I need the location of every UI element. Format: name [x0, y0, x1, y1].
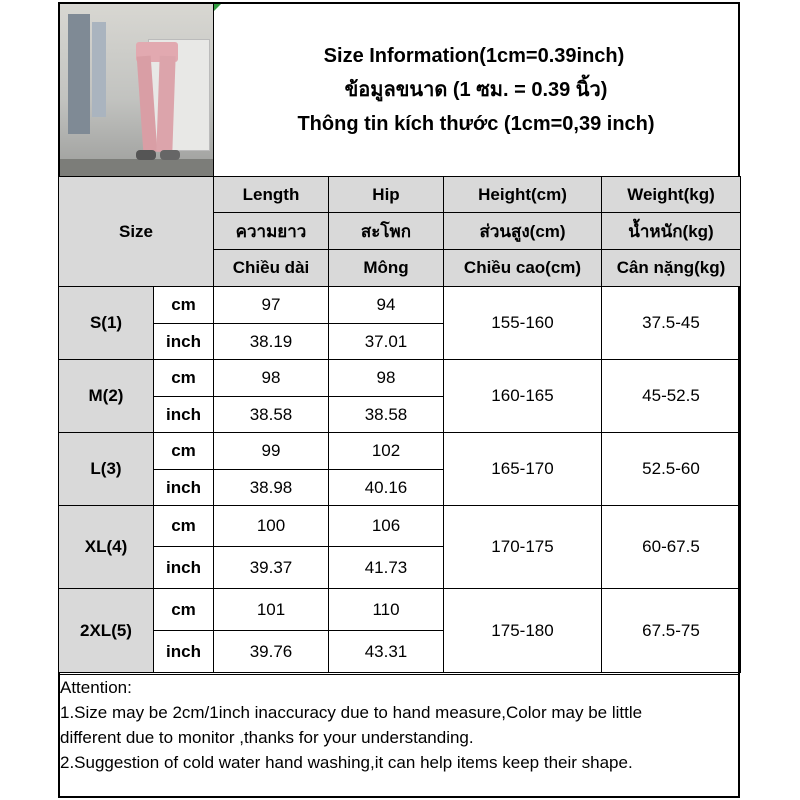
col-hip-th: สะโพก	[329, 213, 444, 250]
height-range: 170-175	[444, 506, 602, 589]
length-inch: 39.76	[214, 631, 329, 673]
hip-inch: 38.58	[329, 397, 444, 433]
size-info-heading	[214, 4, 738, 176]
table-row	[59, 589, 741, 631]
col-weight-vi: Cân nặng(kg)	[602, 250, 741, 287]
unit-cm: cm	[154, 287, 214, 324]
weight-range: 60-67.5	[602, 506, 741, 589]
product-photo	[60, 4, 214, 176]
col-hip-en: Hip	[329, 177, 444, 213]
hip-cm: 106	[329, 506, 444, 547]
col-length-vi: Chiều dài	[214, 250, 329, 287]
note-line: 2.Suggestion of cold water hand washing,it can help items keep their shape.	[60, 753, 633, 772]
size-label: 2XL(5)	[59, 589, 154, 673]
size-label: M(2)	[59, 360, 154, 433]
weight-range: 67.5-75	[602, 589, 741, 673]
hip-inch: 41.73	[329, 547, 444, 589]
size-table	[58, 176, 741, 673]
length-cm: 98	[214, 360, 329, 397]
length-inch: 38.98	[214, 470, 329, 506]
unit-cm: cm	[154, 506, 214, 547]
col-height-en: Height(cm)	[444, 177, 602, 213]
weight-range: 52.5-60	[602, 433, 741, 506]
height-range: 175-180	[444, 589, 602, 673]
size-label: L(3)	[59, 433, 154, 506]
col-height-vi: Chiều cao(cm)	[444, 250, 602, 287]
unit-cm: cm	[154, 360, 214, 397]
length-inch: 38.58	[214, 397, 329, 433]
attention-notes	[60, 675, 736, 775]
hip-inch: 40.16	[329, 470, 444, 506]
length-cm: 97	[214, 287, 329, 324]
unit-inch: inch	[154, 631, 214, 673]
unit-inch: inch	[154, 547, 214, 589]
weight-range: 45-52.5	[602, 360, 741, 433]
notes-heading: Attention:	[60, 678, 132, 697]
length-cm: 100	[214, 506, 329, 547]
heading-english: Size Information(1cm=0.39inch)	[323, 45, 625, 67]
length-cm: 99	[214, 433, 329, 470]
note-line: different due to monitor ,thanks for your understanding.	[60, 728, 474, 747]
hip-inch: 43.31	[329, 631, 444, 673]
size-label: XL(4)	[59, 506, 154, 589]
table-row	[59, 360, 741, 397]
col-length-en: Length	[214, 177, 329, 213]
unit-cm: cm	[154, 589, 214, 631]
length-inch: 38.19	[214, 324, 329, 360]
note-line: 1.Size may be 2cm/1inch inaccuracy due to hand measure,Color may be little	[60, 703, 643, 722]
weight-range: 37.5-45	[602, 287, 741, 360]
col-length-th: ความยาว	[214, 213, 329, 250]
length-inch: 39.37	[214, 547, 329, 589]
table-row	[59, 433, 741, 470]
unit-inch: inch	[154, 470, 214, 506]
hip-cm: 110	[329, 589, 444, 631]
unit-inch: inch	[154, 397, 214, 433]
hip-inch: 37.01	[329, 324, 444, 360]
height-range: 165-170	[444, 433, 602, 506]
unit-inch: inch	[154, 324, 214, 360]
col-hip-vi: Mông	[329, 250, 444, 287]
col-height-th: ส่วนสูง(cm)	[444, 213, 602, 250]
length-cm: 101	[214, 589, 329, 631]
heading-vietnamese: Thông tin kích thước (1cm=0,39 inch)	[297, 113, 655, 135]
table-row	[59, 287, 741, 324]
table-row	[59, 506, 741, 547]
heading-thai: ข้อมูลขนาด (1 ซม. = 0.39 นิ้ว)	[344, 79, 608, 101]
size-label: S(1)	[59, 287, 154, 360]
col-weight-en: Weight(kg)	[602, 177, 741, 213]
hip-cm: 94	[329, 287, 444, 324]
size-header: Size	[59, 177, 214, 287]
col-weight-th: น้ำหนัก(kg)	[602, 213, 741, 250]
unit-cm: cm	[154, 433, 214, 470]
height-range: 155-160	[444, 287, 602, 360]
height-range: 160-165	[444, 360, 602, 433]
hip-cm: 98	[329, 360, 444, 397]
hip-cm: 102	[329, 433, 444, 470]
